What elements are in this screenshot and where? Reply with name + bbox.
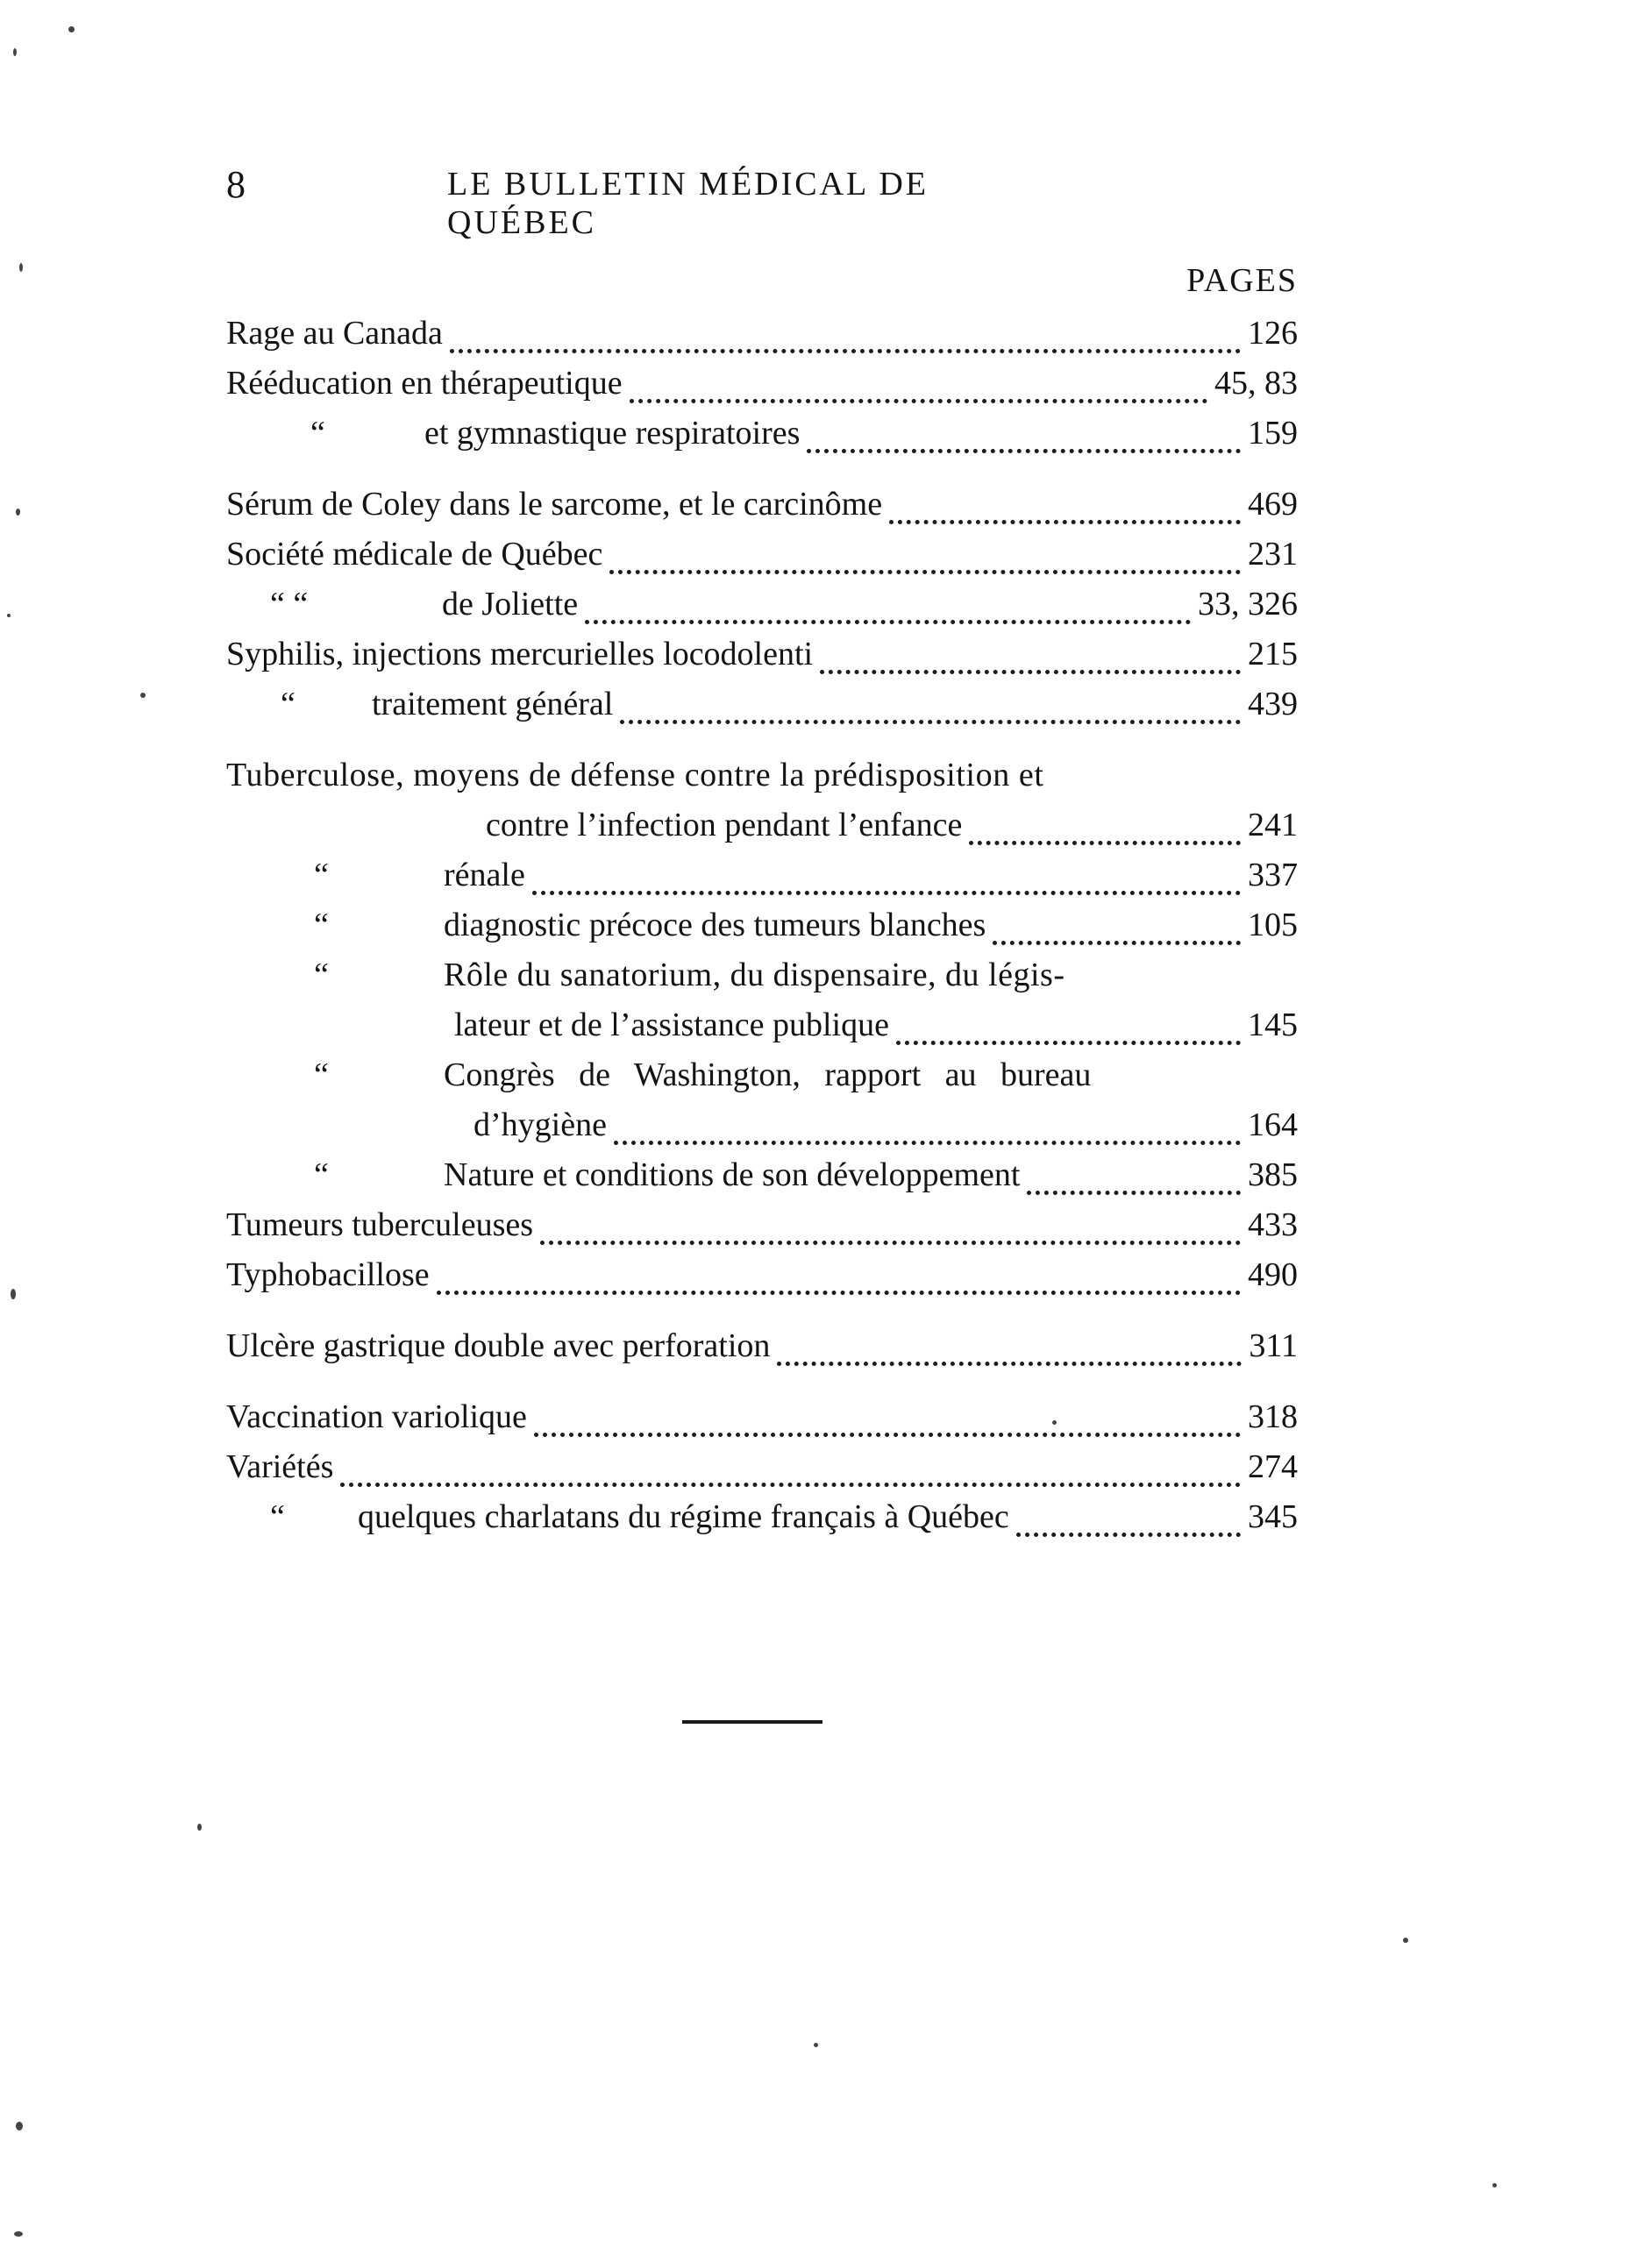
entry-text: Ulcère gastrique double avec perforation (226, 1327, 771, 1364)
entry-text: Vaccination variolique (226, 1398, 527, 1435)
dot-leader (777, 1361, 1242, 1366)
scan-speck (140, 693, 146, 698)
page-number: 8 (226, 163, 246, 206)
index-entry (226, 314, 1298, 364)
entry-text: Variétés (226, 1448, 334, 1485)
entry-text: Rééducation en thérapeutique (226, 365, 623, 402)
index-entry (226, 1256, 1298, 1305)
dot-leader (614, 1140, 1241, 1145)
entry-page: 385 (1248, 1156, 1298, 1193)
index-entry (226, 1056, 1298, 1156)
index-entry (226, 635, 1298, 685)
entry-page: 241 (1248, 807, 1298, 843)
ditto-mark: “ (314, 1156, 329, 1193)
section-divider (682, 1720, 822, 1724)
ditto-mark: “ (281, 686, 296, 722)
scan-speck (1052, 1420, 1057, 1425)
dot-leader (585, 619, 1191, 624)
entry-page: 345 (1248, 1498, 1298, 1535)
entry-text: quelques charlatans du régime français à Québec (358, 1498, 1009, 1535)
index-entry (226, 1497, 1298, 1547)
entry-page: 274 (1248, 1448, 1298, 1485)
scan-speck (19, 263, 23, 272)
ditto-mark: “ (314, 957, 329, 993)
entry-text: Nature et conditions de son développement (444, 1156, 1021, 1193)
index-entry (226, 535, 1298, 585)
ditto-mark: “ (314, 857, 329, 893)
entry-page: 439 (1248, 686, 1298, 722)
scan-speck (197, 1824, 202, 1831)
entry-text: Rage au Canada (226, 315, 443, 352)
index-entry (226, 906, 1298, 956)
dot-leader (896, 1040, 1241, 1045)
scan-speck (7, 614, 11, 617)
entry-text: et gymnastique respiratoires (424, 415, 801, 452)
entry-page: 318 (1248, 1398, 1298, 1435)
entry-continuation: d’hygiène (474, 1106, 607, 1143)
scan-speck (13, 48, 17, 56)
index-entry (226, 1398, 1298, 1448)
dot-leader (889, 519, 1241, 524)
dot-leader (340, 1482, 1241, 1487)
ditto-mark: “ (270, 1498, 285, 1535)
scan-speck (1403, 1938, 1408, 1943)
entry-text: Société médicale de Québec (226, 536, 603, 573)
scan-speck (14, 2231, 23, 2237)
dot-leader (609, 569, 1241, 574)
entry-page: 433 (1248, 1206, 1298, 1243)
dot-leader (534, 1432, 1241, 1437)
entry-continuation: lateur et de l’assistance publique (454, 1007, 889, 1043)
entry-text: Syphilis, injections mercurielles locodolenti (226, 636, 814, 672)
entry-page: 337 (1248, 857, 1298, 893)
scan-speck (16, 2122, 23, 2131)
entry-continuation: contre l’infection pendant l’enfance (486, 807, 963, 843)
entry-page: 164 (1248, 1106, 1298, 1143)
entry-page: 159 (1248, 415, 1298, 452)
entry-page: 45, 83 (1214, 365, 1298, 402)
index-entry (226, 1448, 1298, 1497)
dot-leader (630, 398, 1207, 403)
ditto-mark: “ “ (270, 586, 309, 622)
index-list (226, 314, 1298, 1547)
entry-text: Tuberculose, moyens de défense contre la prédisposition et (226, 757, 1044, 793)
entry-text: de Joliette (442, 586, 579, 622)
entry-page: 33, 326 (1198, 586, 1298, 622)
entry-page: 469 (1248, 486, 1298, 523)
scan-speck (16, 509, 20, 516)
index-entry (226, 956, 1298, 1056)
scan-speck (1492, 2183, 1497, 2187)
scan-speck (814, 2043, 818, 2047)
scan-speck (68, 26, 75, 32)
entry-text: Rôle du sanatorium, du dispensaire, du légis- (444, 957, 1065, 993)
dot-leader (993, 940, 1241, 945)
dot-leader (532, 890, 1241, 895)
index-entry (226, 364, 1298, 414)
entry-page: 311 (1249, 1327, 1298, 1364)
entry-text: traitement général (372, 686, 614, 722)
pages-column-label: PAGES (1186, 262, 1298, 299)
scan-speck (11, 1289, 16, 1299)
dot-leader (1016, 1532, 1241, 1537)
ditto-mark: “ (310, 415, 325, 452)
entry-text: Congrès de Washington, rapport au bureau (444, 1056, 1092, 1093)
index-entry (226, 685, 1298, 735)
index-entry (226, 1327, 1298, 1376)
dot-leader (450, 348, 1241, 353)
dot-leader (1027, 1190, 1241, 1195)
entry-text: Typhobacillose (226, 1256, 430, 1293)
entry-text: diagnostic précoce des tumeurs blanches (444, 907, 986, 943)
dot-leader (437, 1290, 1241, 1295)
index-entry (226, 585, 1298, 635)
index-entry (226, 1156, 1298, 1206)
entry-text: Sérum de Coley dans le sarcome, et le carcinôme (226, 486, 883, 523)
entry-page: 126 (1248, 315, 1298, 352)
entry-page: 215 (1248, 636, 1298, 672)
entry-text: Tumeurs tuberculeuses (226, 1206, 534, 1243)
dot-leader (807, 448, 1241, 453)
index-entry (226, 756, 1298, 856)
ditto-mark: “ (314, 1056, 329, 1093)
dot-leader (540, 1240, 1241, 1245)
dot-leader (620, 719, 1241, 724)
dot-leader (969, 840, 1241, 845)
entry-page: 105 (1248, 907, 1298, 943)
dot-leader (820, 669, 1241, 674)
index-entry (226, 856, 1298, 906)
entry-text: rénale (444, 857, 525, 893)
entry-page: 490 (1248, 1256, 1298, 1293)
index-entry (226, 485, 1298, 535)
running-head: LE BULLETIN MÉDICAL DE QUÉBEC (447, 166, 929, 241)
entry-page: 145 (1248, 1007, 1298, 1043)
index-entry (226, 1206, 1298, 1256)
entry-page: 231 (1248, 536, 1298, 573)
index-entry (226, 414, 1298, 464)
ditto-mark: “ (314, 907, 329, 943)
